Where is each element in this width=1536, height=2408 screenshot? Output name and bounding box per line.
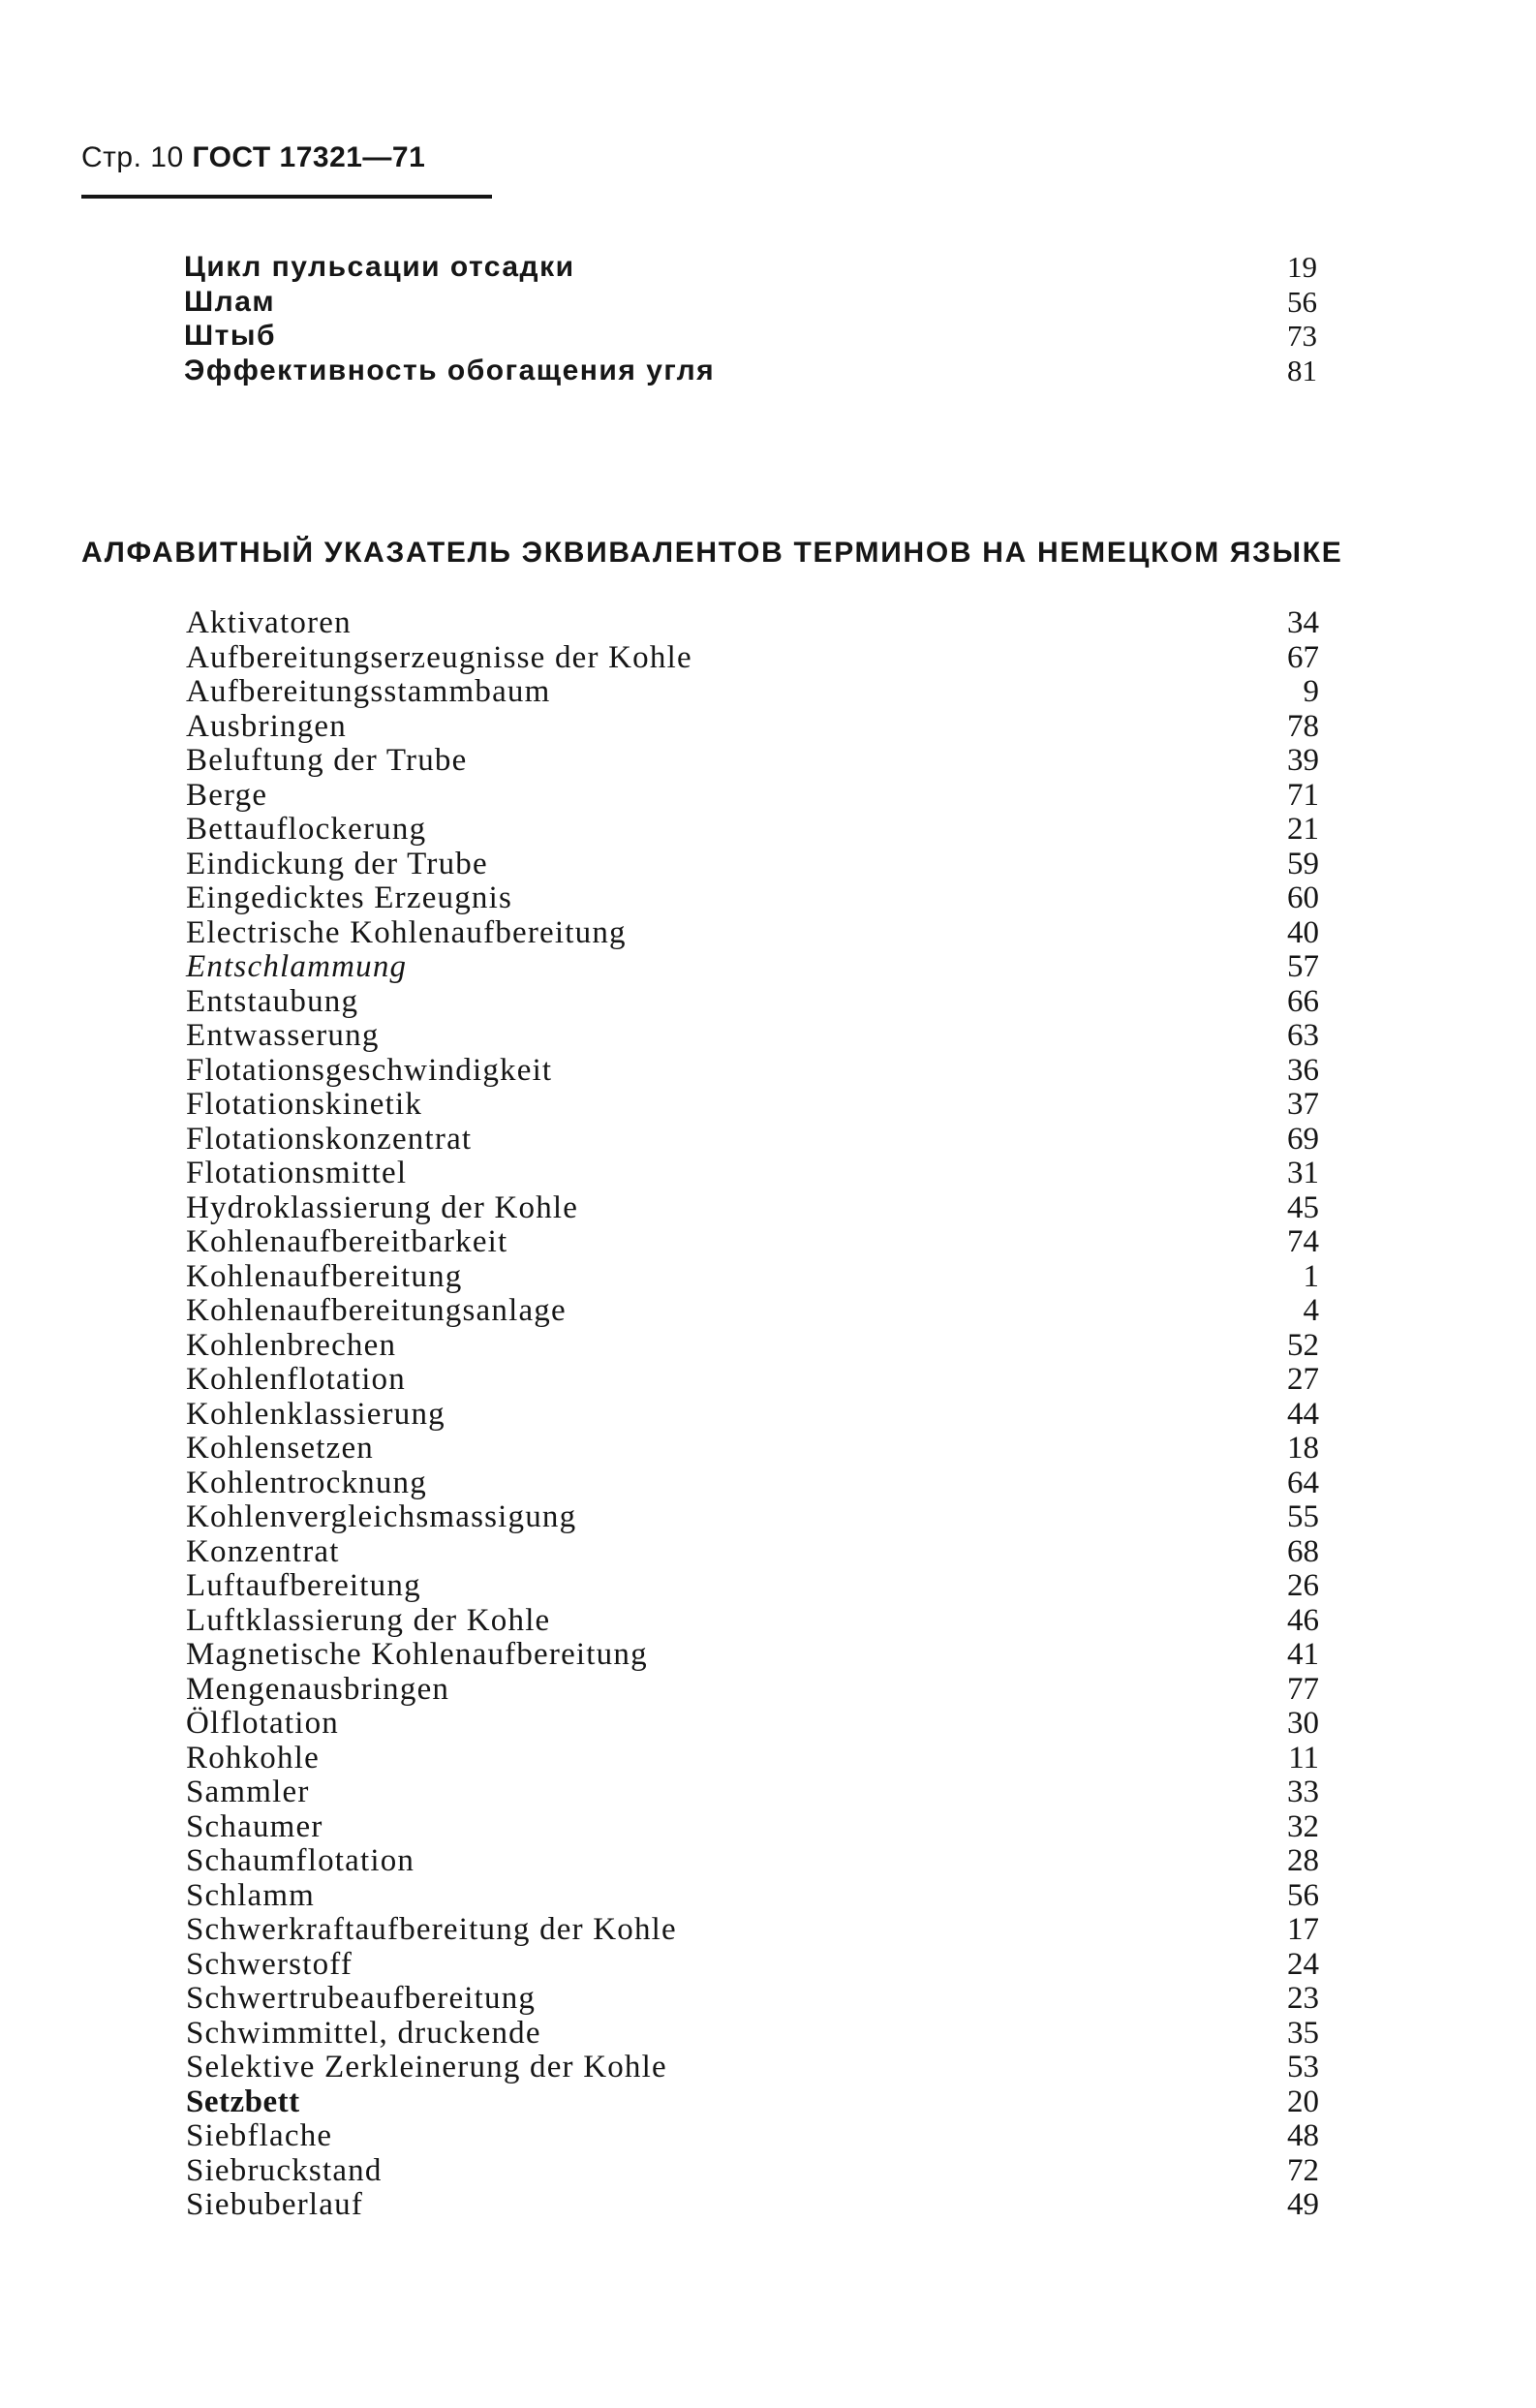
index-term: Siebflache bbox=[186, 2118, 333, 2153]
index-entry bbox=[186, 1879, 1329, 1914]
index-entry bbox=[186, 2017, 1329, 2052]
index-entry bbox=[186, 1191, 1329, 1226]
index-term-number: 18 bbox=[1287, 1431, 1319, 1466]
index-entry bbox=[186, 1466, 1329, 1501]
index-term: Kohlenklassierung bbox=[186, 1396, 445, 1432]
index-entry bbox=[186, 1260, 1329, 1295]
index-term: Schwertrubeaufbereitung bbox=[186, 1981, 537, 2016]
index-term: Schwerstoff bbox=[186, 1946, 353, 1982]
index-entry bbox=[186, 1948, 1329, 1983]
index-term: Entschlammung bbox=[186, 949, 408, 984]
index-term-number: 64 bbox=[1287, 1465, 1319, 1500]
index-entry bbox=[186, 641, 1329, 676]
index-term-number: 44 bbox=[1287, 1396, 1319, 1432]
index-term: Setzbett bbox=[186, 2084, 300, 2119]
index-term: Bettauflockerung bbox=[186, 812, 427, 847]
index-term: Aufbereitungserzeugnisse der Kohle bbox=[186, 639, 692, 675]
index-term: Schwimmittel, druckende bbox=[186, 2015, 541, 2051]
index-term-number: 36 bbox=[1287, 1052, 1319, 1088]
index-term-number: 77 bbox=[1287, 1671, 1319, 1707]
page-header bbox=[81, 141, 425, 174]
index-term: Schaumer bbox=[186, 1808, 323, 1844]
index-term-number: 19 bbox=[1287, 250, 1317, 284]
index-term-number: 67 bbox=[1287, 639, 1319, 675]
index-entry bbox=[186, 916, 1329, 951]
index-term-number: 63 bbox=[1287, 1018, 1319, 1053]
index-term-number: 69 bbox=[1287, 1121, 1319, 1157]
index-entry bbox=[186, 2188, 1329, 2223]
german-index-list bbox=[186, 606, 1329, 2223]
index-term-number: 72 bbox=[1287, 2152, 1319, 2188]
index-term-number: 9 bbox=[1303, 674, 1319, 709]
index-term: Siebruckstand bbox=[186, 2152, 383, 2188]
header-underline bbox=[81, 195, 492, 199]
index-entry bbox=[186, 1810, 1329, 1845]
index-term-number: 60 bbox=[1287, 880, 1319, 915]
index-term-number: 40 bbox=[1287, 914, 1319, 950]
index-term-number: 56 bbox=[1287, 284, 1317, 319]
index-term-number: 49 bbox=[1287, 2187, 1319, 2222]
index-term-number: 33 bbox=[1287, 1775, 1319, 1809]
index-entry bbox=[186, 1707, 1329, 1742]
index-term: Luftaufbereitung bbox=[186, 1568, 421, 1603]
index-entry bbox=[186, 2085, 1329, 2120]
index-term-number: 55 bbox=[1287, 1499, 1319, 1534]
index-entry bbox=[184, 250, 1327, 285]
index-term: Kohlentrocknung bbox=[186, 1465, 427, 1500]
standard-number: ГОСТ 17321—71 bbox=[192, 141, 426, 173]
index-term-number: 17 bbox=[1287, 1912, 1319, 1947]
index-term: Entwasserung bbox=[186, 1018, 380, 1053]
index-term-number: 57 bbox=[1287, 949, 1319, 984]
index-entry bbox=[186, 985, 1329, 1020]
index-term: Kohlensetzen bbox=[186, 1431, 374, 1466]
index-term-number: 34 bbox=[1287, 605, 1319, 640]
index-term: Ausbringen bbox=[186, 708, 347, 744]
index-term: Eingedicktes Erzeugnis bbox=[186, 880, 513, 915]
index-term: Selektive Zerkleinerung der Kohle bbox=[186, 2050, 667, 2084]
section-title: АЛФАВИТНЫЙ УКАЗАТЕЛЬ ЭКВИВАЛЕНТОВ ТЕРМИНОВ НА НЕМЕЦКОМ ЯЗЫКЕ bbox=[81, 537, 1343, 569]
index-term: Schwerkraftaufbereitung der Kohle bbox=[186, 1912, 677, 1947]
index-entry bbox=[186, 2154, 1329, 2189]
index-entry bbox=[186, 2051, 1329, 2085]
index-term-number: 24 bbox=[1287, 1946, 1319, 1982]
index-term-number: 20 bbox=[1287, 2084, 1319, 2119]
index-term: Entstaubung bbox=[186, 983, 359, 1019]
index-term-number: 31 bbox=[1287, 1156, 1319, 1190]
index-term-number: 66 bbox=[1287, 983, 1319, 1019]
index-term: Ölflotation bbox=[186, 1706, 340, 1741]
index-term-number: 52 bbox=[1287, 1327, 1319, 1363]
index-entry bbox=[186, 1329, 1329, 1364]
index-term-number: 39 bbox=[1287, 743, 1319, 778]
index-entry bbox=[186, 881, 1329, 916]
index-term-number: 32 bbox=[1287, 1808, 1319, 1844]
index-entry bbox=[186, 813, 1329, 848]
index-term: Цикл пульсации отсадки bbox=[184, 251, 575, 283]
index-term: Electrische Kohlenaufbereitung bbox=[186, 914, 627, 950]
index-entry bbox=[186, 1088, 1329, 1123]
index-entry bbox=[186, 1500, 1329, 1535]
index-entry bbox=[186, 848, 1329, 882]
index-entry bbox=[186, 1398, 1329, 1433]
index-term: Hydroklassierung der Kohle bbox=[186, 1189, 579, 1225]
index-term: Kohlenflotation bbox=[186, 1362, 406, 1397]
index-term: Aktivatoren bbox=[186, 605, 352, 640]
index-entry bbox=[184, 319, 1327, 354]
index-term: Kohlenaufbereitungsanlage bbox=[186, 1293, 567, 1328]
index-entry bbox=[186, 606, 1329, 641]
index-entry bbox=[186, 1742, 1329, 1776]
index-entry bbox=[184, 354, 1327, 388]
index-term: Siebuberlauf bbox=[186, 2187, 364, 2222]
index-term-number: 35 bbox=[1287, 2015, 1319, 2051]
index-term-number: 28 bbox=[1287, 1843, 1319, 1878]
index-term-number: 46 bbox=[1287, 1602, 1319, 1638]
index-term-number: 48 bbox=[1287, 2118, 1319, 2153]
index-entry bbox=[186, 675, 1329, 710]
index-term-number: 27 bbox=[1287, 1362, 1319, 1397]
index-term-number: 45 bbox=[1287, 1189, 1319, 1225]
index-term-number: 73 bbox=[1287, 319, 1317, 353]
index-term: Beluftung der Trube bbox=[186, 743, 468, 778]
index-entry bbox=[186, 779, 1329, 814]
index-term: Schaumflotation bbox=[186, 1843, 415, 1878]
index-term-number: 81 bbox=[1287, 353, 1317, 387]
index-entry bbox=[186, 744, 1329, 779]
index-entry bbox=[186, 2119, 1329, 2154]
index-entry bbox=[186, 1604, 1329, 1639]
index-term-number: 37 bbox=[1287, 1087, 1319, 1122]
index-term: Rohkohle bbox=[186, 1740, 320, 1775]
index-entry bbox=[184, 285, 1327, 320]
index-term: Kohlenvergleichsmassigung bbox=[186, 1499, 577, 1534]
index-term-number: 53 bbox=[1287, 2050, 1319, 2084]
index-term: Шлам bbox=[184, 285, 276, 318]
index-term: Эффективность обогащения угля bbox=[184, 354, 716, 386]
index-term: Sammler bbox=[186, 1775, 310, 1809]
index-term-number: 59 bbox=[1287, 846, 1319, 881]
index-entry bbox=[186, 1157, 1329, 1191]
index-entry bbox=[186, 1363, 1329, 1398]
index-term: Flotationsgeschwindigkeit bbox=[186, 1052, 553, 1088]
index-term: Luftklassierung der Kohle bbox=[186, 1602, 551, 1638]
index-entry bbox=[186, 1225, 1329, 1260]
index-entry bbox=[186, 1982, 1329, 2017]
index-term-number: 71 bbox=[1287, 777, 1319, 813]
index-term-number: 78 bbox=[1287, 708, 1319, 744]
index-term: Eindickung der Trube bbox=[186, 846, 488, 881]
index-entry bbox=[186, 1535, 1329, 1570]
index-term: Kohlenbrechen bbox=[186, 1327, 397, 1363]
index-term-number: 26 bbox=[1287, 1568, 1319, 1603]
page-label: Стр. 10 bbox=[81, 141, 184, 173]
index-entry bbox=[186, 1638, 1329, 1673]
index-term: Schlamm bbox=[186, 1877, 316, 1913]
index-term-number: 68 bbox=[1287, 1533, 1319, 1569]
index-term-number: 41 bbox=[1287, 1637, 1319, 1672]
index-entry bbox=[186, 1019, 1329, 1054]
index-entry bbox=[186, 1673, 1329, 1708]
index-term-number: 11 bbox=[1288, 1740, 1319, 1775]
index-term-number: 74 bbox=[1287, 1224, 1319, 1259]
index-entry bbox=[186, 710, 1329, 745]
index-term-number: 4 bbox=[1303, 1293, 1319, 1328]
index-term-number: 1 bbox=[1303, 1258, 1319, 1294]
index-entry bbox=[186, 1123, 1329, 1158]
index-entry bbox=[186, 1844, 1329, 1879]
index-term: Mengenausbringen bbox=[186, 1671, 450, 1707]
index-entry bbox=[186, 1775, 1329, 1810]
index-entry bbox=[186, 950, 1329, 985]
index-term: Flotationsmittel bbox=[186, 1156, 408, 1190]
index-term: Magnetische Kohlenaufbereitung bbox=[186, 1637, 648, 1672]
index-term: Kohlenaufbereitbarkeit bbox=[186, 1224, 508, 1259]
index-term: Konzentrat bbox=[186, 1533, 340, 1569]
index-term-number: 23 bbox=[1287, 1981, 1319, 2016]
index-entry bbox=[186, 1913, 1329, 1948]
index-term-number: 21 bbox=[1287, 812, 1319, 847]
russian-index-list bbox=[184, 250, 1327, 387]
index-entry bbox=[186, 1054, 1329, 1089]
index-term: Berge bbox=[186, 777, 268, 813]
index-term: Штыб bbox=[184, 320, 276, 352]
index-term: Flotationskinetik bbox=[186, 1087, 423, 1122]
index-term: Flotationskonzentrat bbox=[186, 1121, 473, 1157]
index-entry bbox=[186, 1569, 1329, 1604]
index-term: Kohlenaufbereitung bbox=[186, 1258, 463, 1294]
index-entry bbox=[186, 1432, 1329, 1466]
index-term-number: 56 bbox=[1287, 1877, 1319, 1913]
index-term: Aufbereitungsstammbaum bbox=[186, 674, 551, 709]
index-entry bbox=[186, 1294, 1329, 1329]
index-term-number: 30 bbox=[1287, 1706, 1319, 1741]
